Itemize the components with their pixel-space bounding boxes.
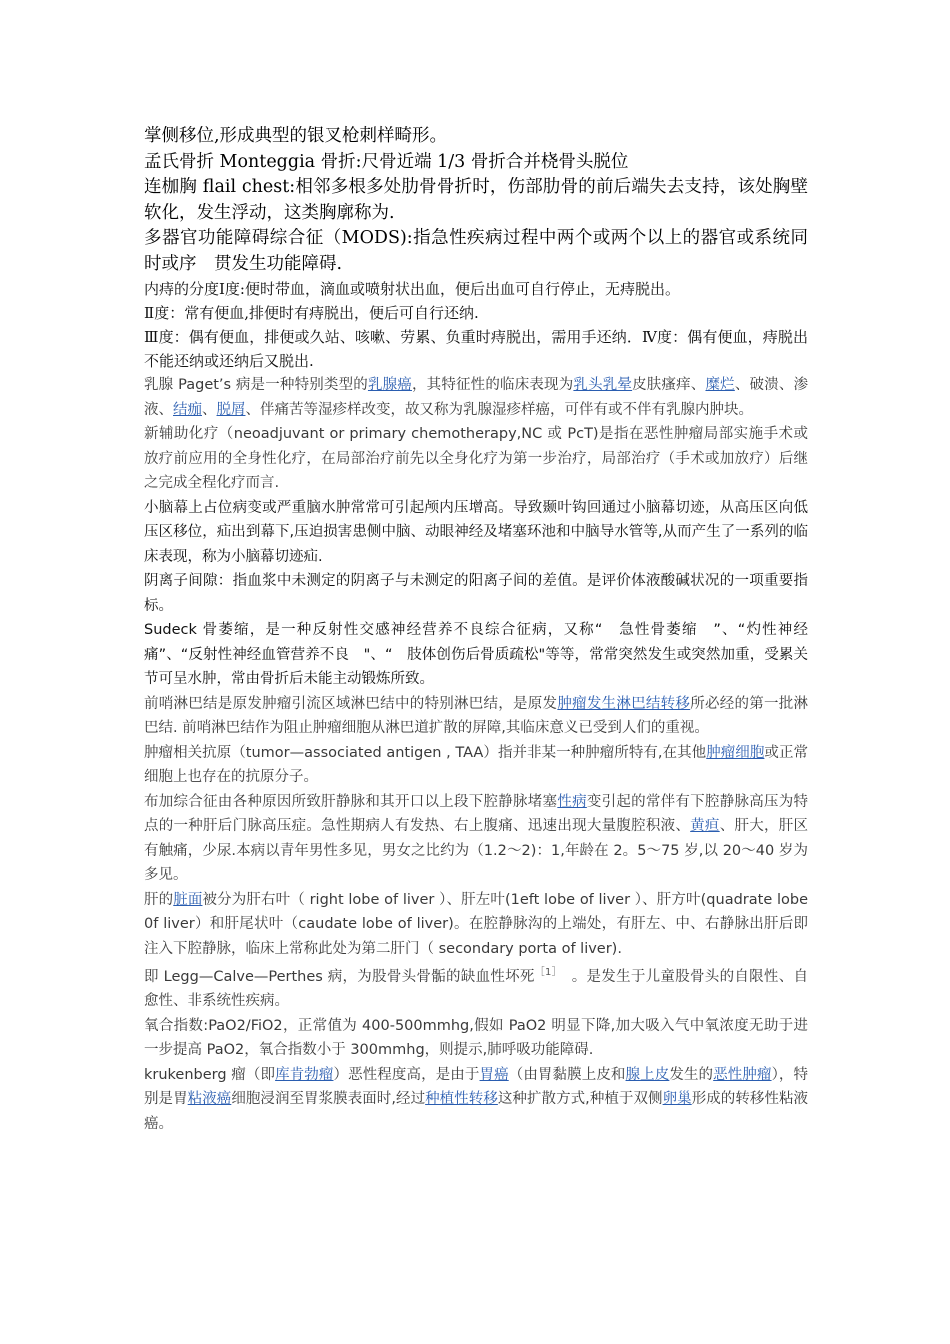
term-link[interactable]: 结痂 <box>173 401 202 418</box>
paragraph <box>144 618 808 692</box>
paragraph <box>144 1014 808 1063</box>
paragraph-text: （由胃黏膜上皮和 <box>508 1066 626 1083</box>
paragraph-text: 、破溃、渗液、 <box>144 377 809 418</box>
paragraph <box>144 692 808 741</box>
term-link[interactable]: 库肯勃瘤 <box>275 1066 334 1083</box>
paragraph-text: 内痔的分度Ⅰ度:便时带血，滴血或喷射状出血，便后出血可自行停止，无痔脱出。 <box>144 280 680 298</box>
paragraph-text: 细胞浸润至胃浆膜表面时,经过 <box>231 1091 426 1108</box>
term-link[interactable]: 种植性转移 <box>425 1091 498 1108</box>
paragraph-text: 皮肤瘙痒、 <box>632 377 706 393</box>
term-link[interactable]: 胃癌 <box>479 1066 509 1083</box>
paragraph-text: 新辅助化疗（neoadjuvant or primary chemotherapy,NC 或 PcT)是指在恶性肿瘤局部实施手术或放疗前应用的全身性化疗，在局部治疗前先以全身化疗为第一步治疗，局部治疗（手术或加放疗）后继之完成全程化疗而言. <box>144 426 808 491</box>
paragraph-text: 小脑幕上占位病变或严重脑水肿常常可引起颅内压增高。导致颞叶钩回通过小脑幕切迹，从高压区向低压区移位，疝出到幕下,压迫损害患侧中脑、动眼神经及堵塞环池和中脑导水管等,从而产生了一系列的临床表现，称为小脑幕切迹疝. <box>144 499 808 565</box>
paragraph-text: ）恶性程度高，是由于 <box>333 1066 480 1083</box>
paragraph <box>144 301 808 325</box>
paragraph <box>144 124 808 150</box>
term-link[interactable]: 性病 <box>557 793 587 810</box>
paragraph-text: 肝的 <box>144 891 174 908</box>
paragraph-text: 肿瘤相关抗原（tumor—associated antigen , TAA）指并非某一种肿瘤所特有,在其他 <box>144 744 707 761</box>
paragraph-text: ，其特征性的临床表现为 <box>411 377 574 393</box>
paragraph-text: 。是发生于儿童股骨头的自限性、自愈性、非系统性疾病。 <box>144 968 808 1010</box>
term-link[interactable]: 肿瘤细胞 <box>706 744 765 761</box>
paragraph <box>144 373 808 422</box>
citation-marker[interactable]: ［1］ <box>534 967 557 978</box>
term-link[interactable]: 脏面 <box>173 891 203 908</box>
paragraph <box>144 325 808 373</box>
document-page <box>144 124 808 1136</box>
paragraph-text: 、 <box>202 401 217 418</box>
paragraph <box>144 277 808 301</box>
term-link[interactable]: 肿瘤发生淋巴结转移 <box>557 695 691 712</box>
paragraph <box>144 226 808 277</box>
paragraph-text: 多器官功能障碍综合征（MODS):指急性疾病过程中两个或两个以上的器官或系统同时或序 贯发生功能障碍. <box>144 228 808 274</box>
paragraph-text: 或正常细胞上也存在的抗原分子。 <box>144 744 808 785</box>
paragraph <box>144 496 808 570</box>
paragraph-text: 孟氏骨折 Monteggia 骨折:尺骨近端 1/3 骨折合并桡骨头脱位 <box>144 151 629 172</box>
paragraph-text: 氧合指数:PaO2/FiO2，正常值为 400-500mmhg,假如 PaO2 明显下降,加大吸入气中氧浓度无助于进一步提高 PaO2，氧合指数小于 300mmhg，则提示,肺呼吸功能障碍. <box>144 1017 808 1059</box>
paragraph <box>144 150 808 176</box>
paragraph-text: 布加综合征由各种原因所致肝静脉和其开口以上段下腔静脉堵塞 <box>144 793 558 810</box>
paragraph <box>144 741 808 790</box>
paragraph-text: 被分为肝右叶（ right lobe of liver ）、肝左叶(1eft lobe of liver ）、肝方叶(quadrate lobe 0f liver）和肝尾状叶（caudate lobe of liver)。在腔静脉沟的上端处，有肝左、中、右静脉出肝后即注入下腔静脉，临床上常称此处为第二肝门（ secondary porta of liver). <box>144 891 808 957</box>
term-link[interactable]: 卵巢 <box>662 1091 692 1108</box>
paragraph-text: Ⅱ度：常有便血,排便时有痔脱出，便后可自行还纳. <box>144 304 479 322</box>
paragraph-text: 形成的转移性粘液癌。 <box>144 1091 809 1132</box>
term-link[interactable]: 粘液癌 <box>187 1091 232 1108</box>
term-link[interactable]: 乳腺癌 <box>367 377 412 393</box>
paragraph <box>144 961 808 1014</box>
paragraph-text: 前哨淋巴结是原发肿瘤引流区域淋巴结中的特别淋巴结，是原发 <box>144 695 558 712</box>
paragraph-text: 连枷胸 flail chest:相邻多根多处肋骨骨折时，伤部肋骨的前后端失去支持，该处胸壁软化，发生浮动，这类胸廓称为. <box>144 177 808 223</box>
paragraph-text: 乳腺 Paget’s 病是一种特别类型的 <box>144 377 368 393</box>
paragraph <box>144 175 808 226</box>
paragraph <box>144 1063 808 1137</box>
paragraph-text: krukenberg 瘤（即 <box>144 1066 276 1083</box>
term-link[interactable]: 黄疸 <box>690 818 720 834</box>
paragraph-text: ），特别是胃 <box>144 1066 809 1108</box>
paragraph <box>144 790 808 888</box>
term-link[interactable]: 脱屑 <box>216 401 246 418</box>
paragraph-text: 所必经的第一批淋巴结. 前哨淋巴结作为阻止肿瘤细胞从淋巴道扩散的屏障,其临床意义已受到人们的重视。 <box>144 695 809 736</box>
paragraph-text: 阴离子间隙：指血浆中未测定的阴离子与未测定的阳离子间的差值。是评价体液酸碱状况的一项重要指标。 <box>144 573 808 614</box>
paragraph <box>144 888 808 962</box>
term-link[interactable]: 恶性肿瘤 <box>713 1066 772 1083</box>
term-link[interactable]: 乳头乳晕 <box>573 377 633 393</box>
paragraph-text: 这种扩散方式,种植于双侧 <box>497 1091 663 1108</box>
paragraph-text: 、伴痛苦等湿疹样改变，故又称为乳腺湿疹样癌，可伴有或不伴有乳腺内肿块。 <box>245 401 753 418</box>
paragraph <box>144 569 808 618</box>
paragraph-text: 、肝大，肝区有触痛，少尿.本病以青年男性多见，男女之比约为（1.2～2)：1,年龄在 2。5～75 岁,以 20～40 岁为多见。 <box>144 818 809 883</box>
paragraph-text: 即 Legg—Calve—Perthes 病，为股骨头骨骺的缺血性坏死 <box>144 968 535 985</box>
paragraph <box>144 422 808 496</box>
term-link[interactable]: 糜烂 <box>705 377 735 393</box>
paragraph-text: 掌侧移位,形成典型的银叉枪刺样畸形。 <box>144 126 448 146</box>
paragraph-text: 变引起的常伴有下腔静脉高压为特点的一种肝后门脉高压症。急性期病人有发热、右上腹痛、迅速出现大量腹腔积液、 <box>144 793 809 834</box>
paragraph-text: 发生的 <box>669 1066 714 1083</box>
paragraph-text: Sudeck 骨萎缩，是一种反射性交感神经营养不良综合征病，又称“ 急性骨萎缩 ”、“灼性神经痛”、“反射性神经血管营养不良 "、“ 肢体创伤后骨质疏松"等等，常常突然发生或突然加重，受累关节可呈水肿，常由骨折后未能主动锻炼所致。 <box>144 622 808 687</box>
paragraph-text: Ⅲ度：偶有便血，排便或久站、咳嗽、劳累、负重时痔脱出，需用手还纳．Ⅳ度：偶有便血，痔脱出不能还纳或还纳后又脱出. <box>144 328 808 370</box>
term-link[interactable]: 腺上皮 <box>625 1066 670 1083</box>
